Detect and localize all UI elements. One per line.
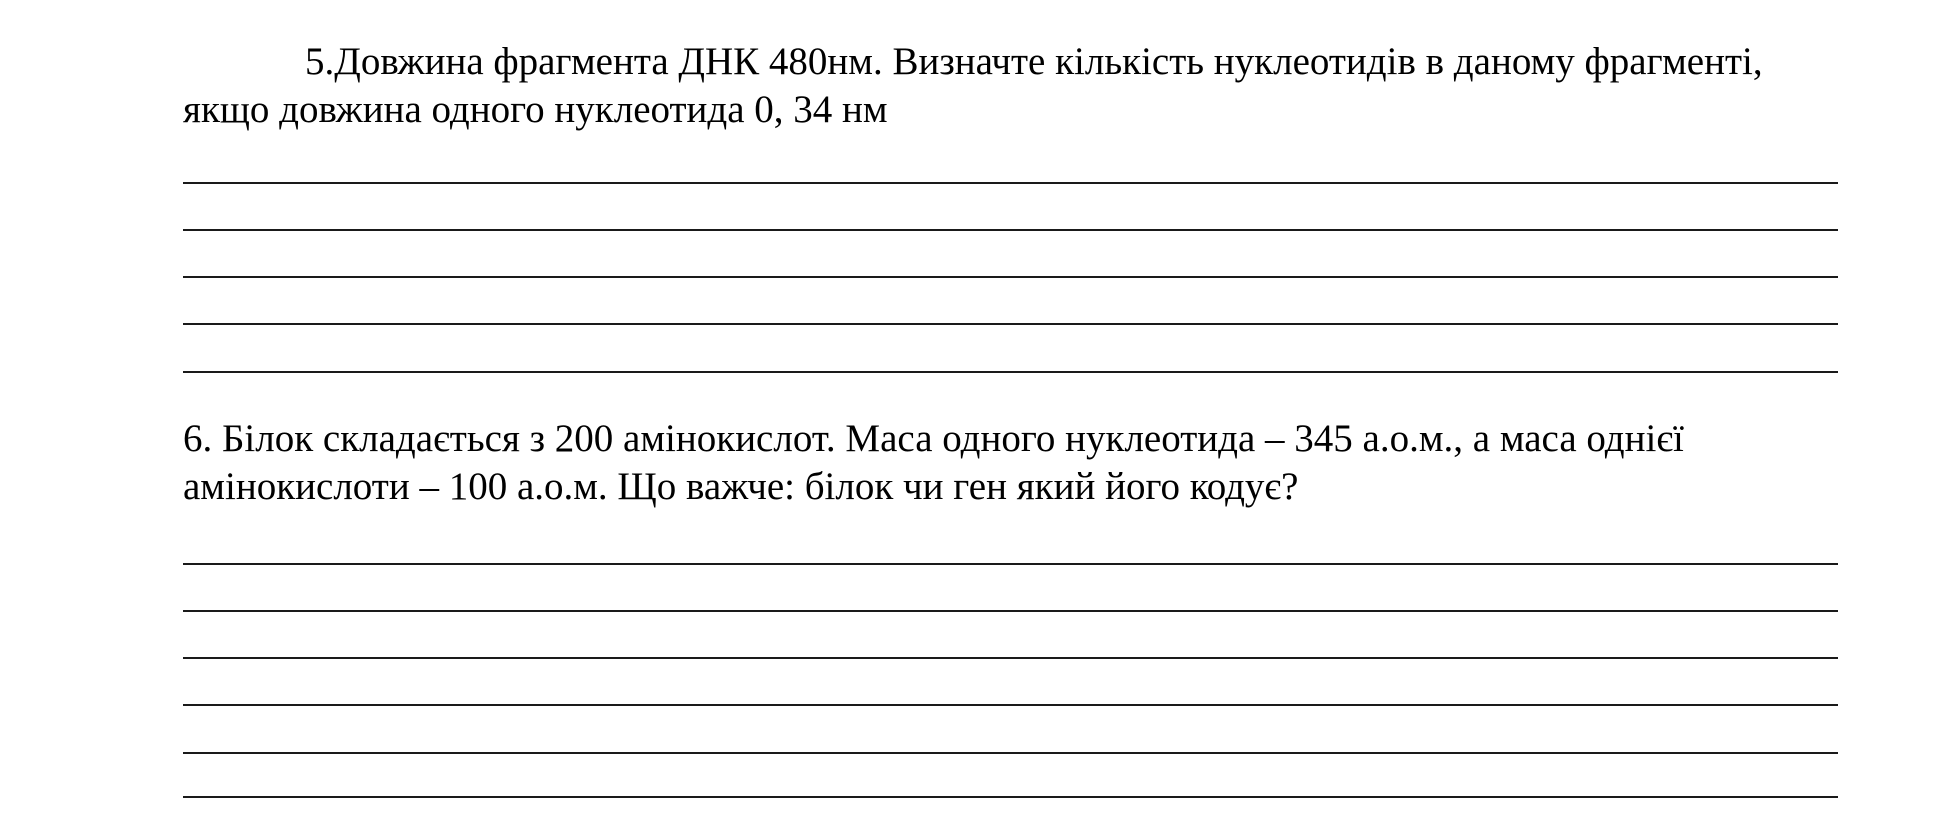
answer-line[interactable] <box>183 229 1838 231</box>
answer-line[interactable] <box>183 610 1838 612</box>
task-6-text: 6. Білок складається з 200 амінокислот. Маса одного нуклеотида – 345 а.о.м., а маса однієї амінокислоти – 100 а.о.м. Що важче: білок чи ген який його кодує? <box>183 417 1684 508</box>
task-5 <box>183 38 1838 134</box>
answer-line[interactable] <box>183 276 1838 278</box>
task-5-text: 5.Довжина фрагмента ДНК 480нм. Визначте кількість нуклеотидів в даному фрагменті, якщо довжина одного нуклеотида 0, 34 нм <box>183 40 1763 131</box>
answer-line[interactable] <box>183 752 1838 754</box>
answer-line[interactable] <box>183 704 1838 706</box>
answer-line[interactable] <box>183 563 1838 565</box>
answer-line[interactable] <box>183 182 1838 184</box>
answer-line[interactable] <box>183 796 1838 798</box>
answer-line[interactable] <box>183 323 1838 325</box>
answer-line[interactable] <box>183 371 1838 373</box>
answer-line[interactable] <box>183 657 1838 659</box>
task-6 <box>183 415 1838 511</box>
